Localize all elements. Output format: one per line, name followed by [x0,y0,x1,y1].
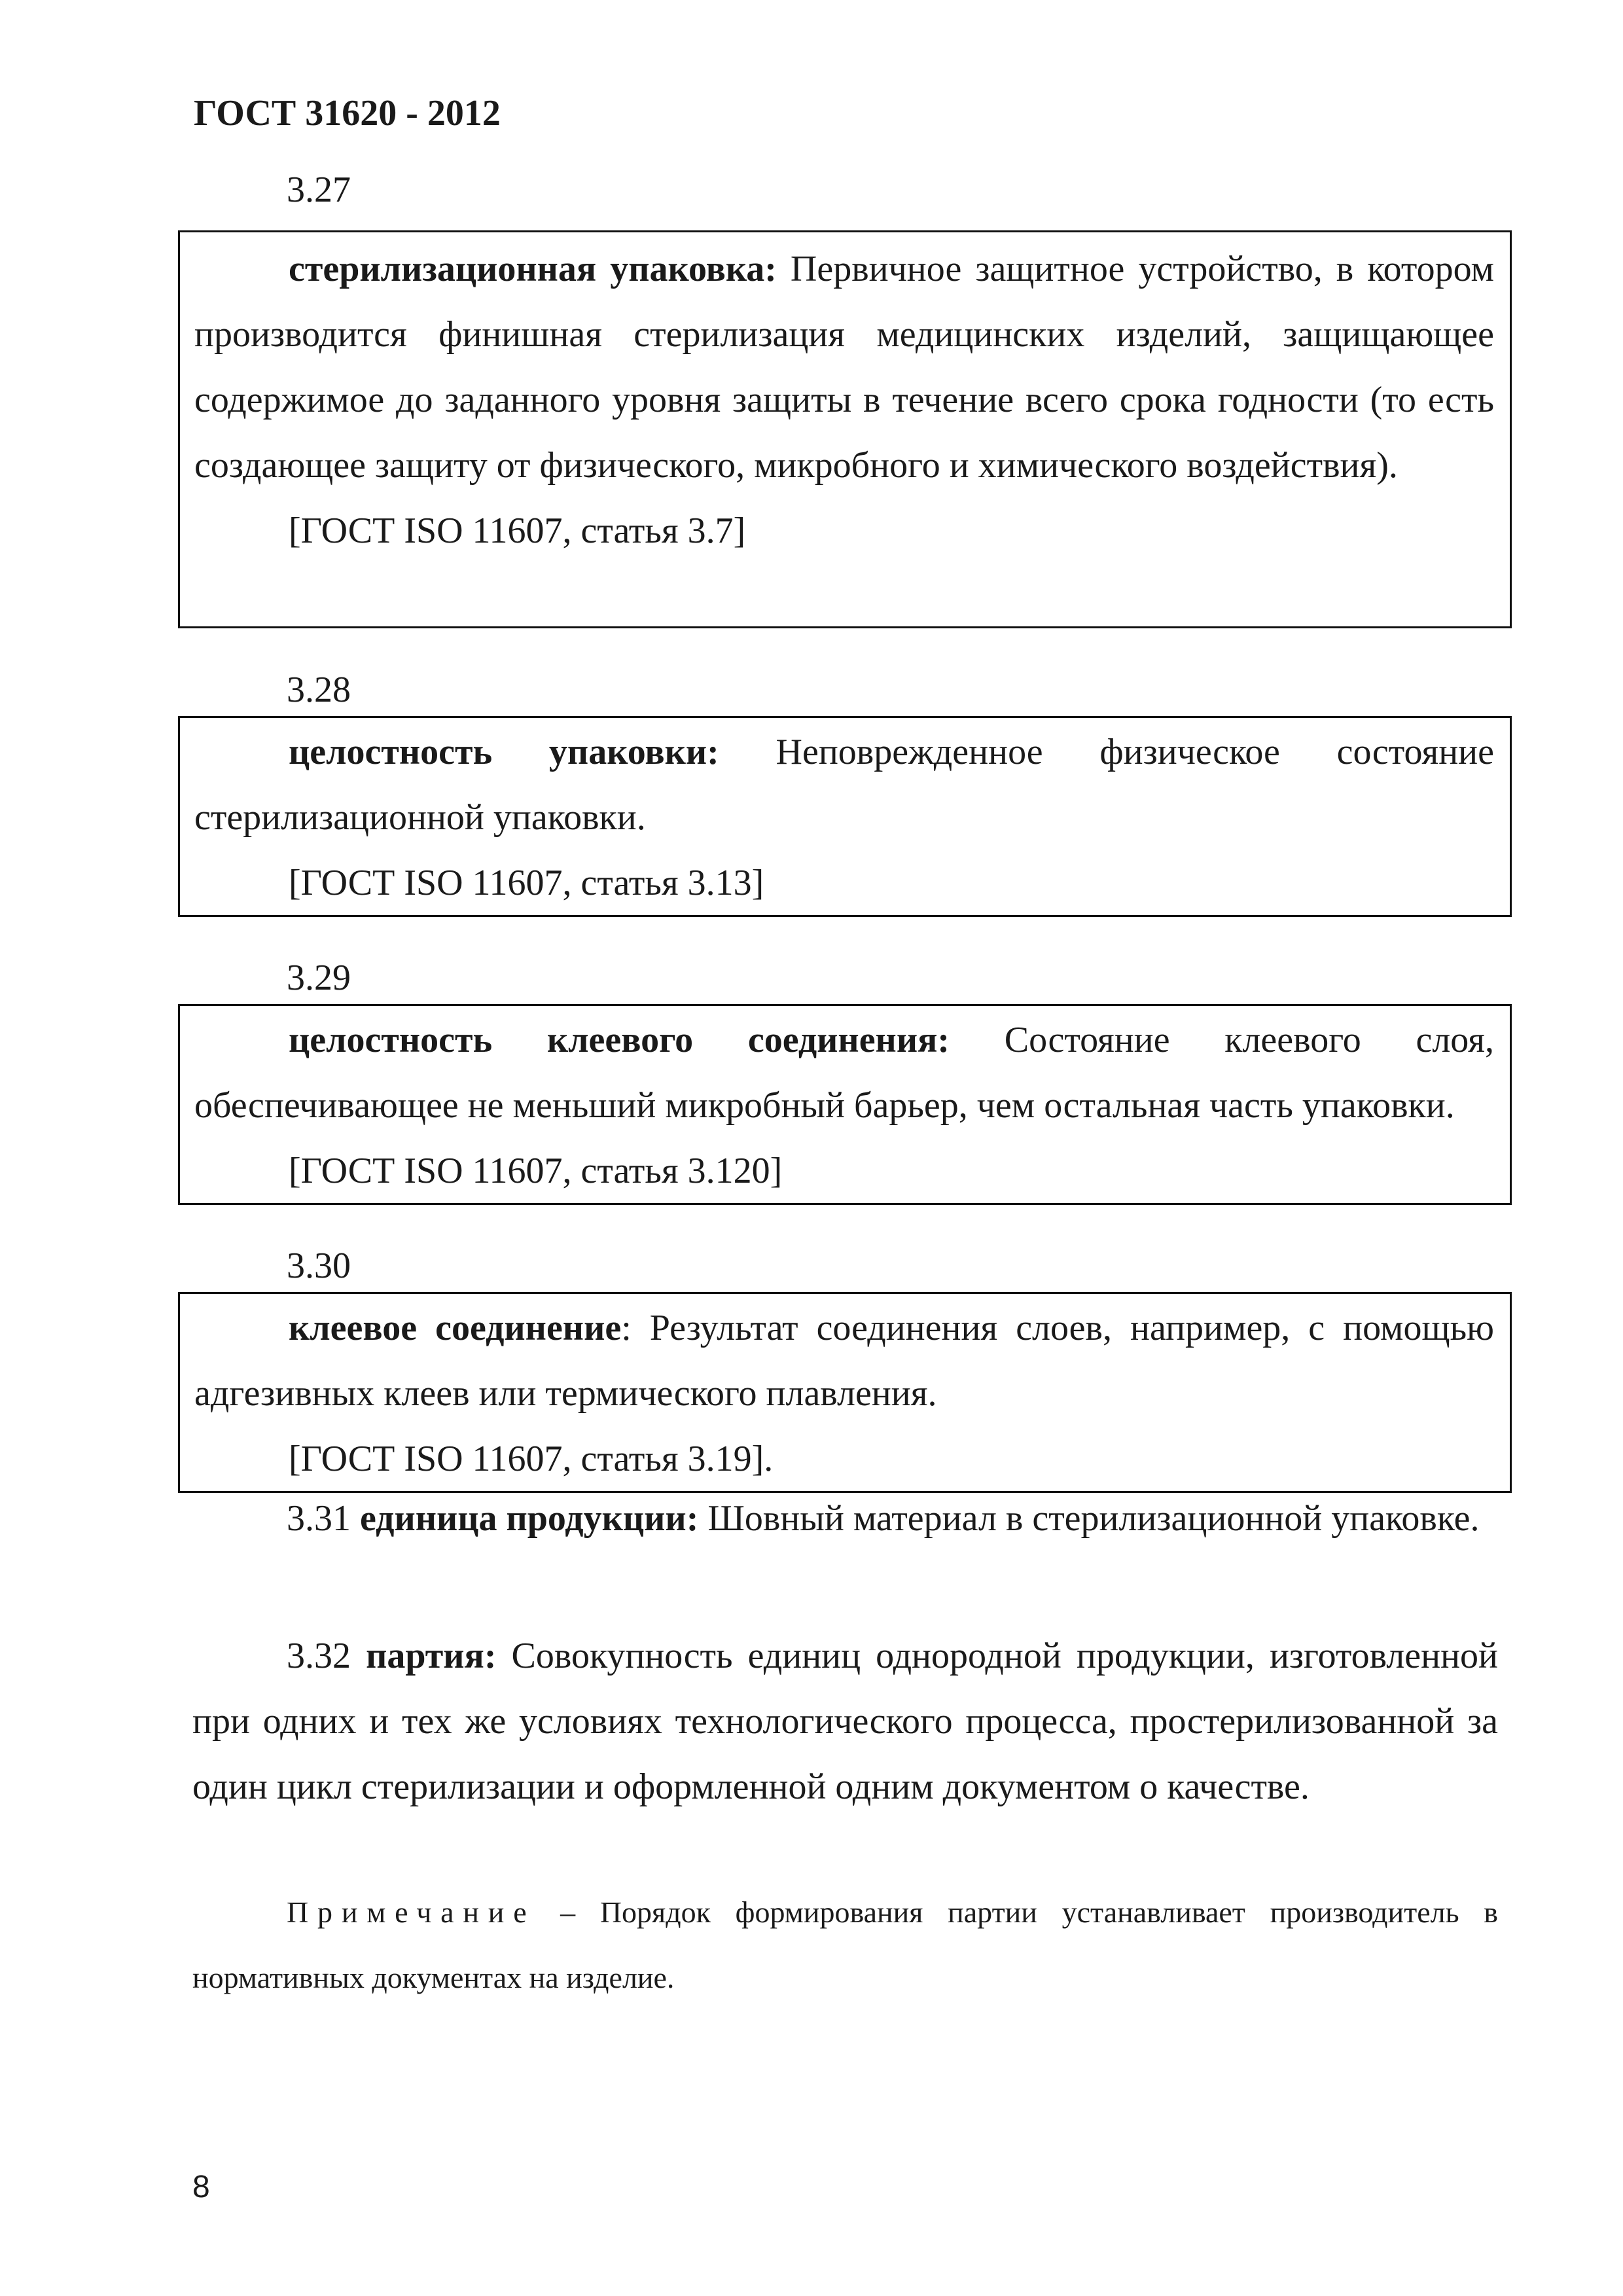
page-number: 8 [192,2170,210,2204]
note-text [192,1880,1498,2011]
term-source: [ГОСТ ISO 11607, статья 3.13] [289,863,764,903]
term-title: стерилизационная упаковка: [289,249,777,289]
term-box-3-27 [178,230,1512,628]
term-definition-3-29 [194,1007,1494,1138]
term-definition-3-31 [192,1486,1498,1551]
term-title: партия: [366,1636,497,1676]
term-text: Совокупность единиц однородной продукции, изготовленной при одних и тех же условиях технологического процесса, простерилизованной за один цикл стерилизации и оформленной одним документом о качестве. [192,1636,1499,1807]
term-text: Первичное защитное устройство, в котором производится финишная стерилизация медицинских изделий, защищающее содержимое до заданного уровня защиты в течение всего срока годности (то есть создающее защиту от физического, микробного и химического воздействия). [194,249,1494,486]
term-source: [ГОСТ ISO 11607, статья 3.120] [289,1151,783,1191]
term-number: 3.31 [287,1498,360,1539]
term-source: [ГОСТ ISO 11607, статья 3.19]. [289,1439,774,1479]
term-title: единица продукции: [360,1498,699,1539]
document-header: ГОСТ 31620 - 2012 [194,93,501,134]
term-title: целостность клеевого соединения: [289,1020,950,1060]
term-box-3-30 [178,1292,1512,1493]
term-text: Состояние клеевого слоя, обеспечивающее не меньший микробный барьер, чем остальная часть упаковки. [194,1020,1494,1126]
term-box-3-28 [178,716,1512,917]
term-number: 3.32 [287,1636,366,1676]
term-title: клеевое соединение [289,1308,622,1348]
term-number-3-28: 3.28 [287,670,351,710]
note-label: Примечание [287,1895,536,1929]
term-number-3-27: 3.27 [287,170,351,210]
term-text: : Результат соединения слоев, например, с помощью адгезивных клеев или термического плавления. [194,1308,1494,1414]
term-3-31 [192,1486,1498,1551]
term-definition-3-28 [194,719,1494,850]
term-source: [ГОСТ ISO 11607, статья 3.7] [289,511,746,551]
term-text: Шовный материал в стерилизационной упаковке. [698,1498,1480,1539]
note-block [192,1880,1498,2011]
term-definition-3-27 [194,236,1494,498]
term-definition-3-30 [194,1295,1494,1426]
note-body: – Порядок формирования партии устанавливает производитель в нормативных документах на изделие. [192,1895,1498,1994]
term-box-3-29 [178,1004,1512,1205]
term-number-3-29: 3.29 [287,958,351,998]
term-title: целостность упаковки: [289,732,719,772]
term-3-32 [192,1623,1498,1820]
term-text: Неповрежденное физическое состояние стерилизационной упаковки. [194,732,1494,838]
term-definition-3-32 [192,1623,1498,1820]
term-number-3-30: 3.30 [287,1246,351,1286]
